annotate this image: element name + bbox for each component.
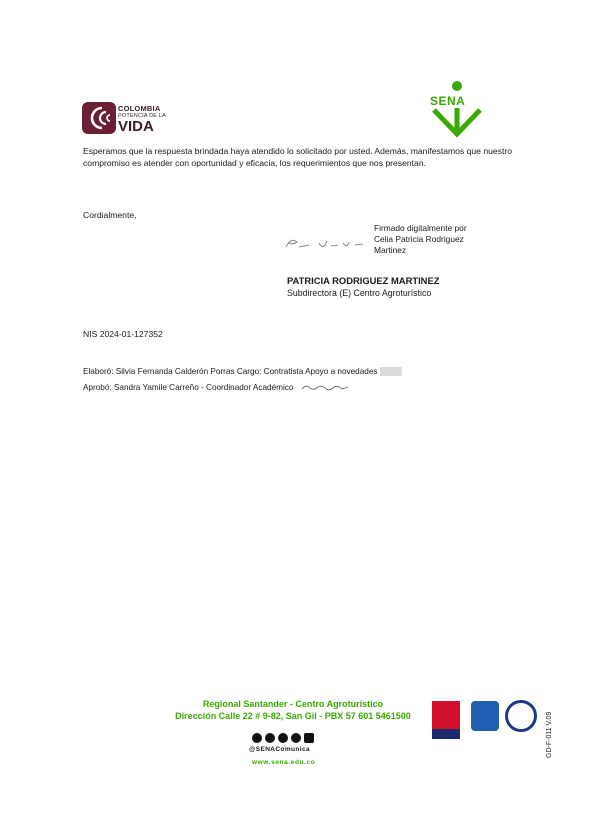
footer-address: Dirección Calle 22 # 9-82, San Gil - PBX 57 601 5461500 xyxy=(175,711,411,721)
website-link[interactable]: www.sena.edu.co xyxy=(252,759,316,766)
iqnet-badge xyxy=(505,700,537,732)
sena-logo-text: SENA xyxy=(430,94,466,108)
linkedin-icon[interactable] xyxy=(304,733,314,743)
logo-text-potencia: POTENCIA DE LA xyxy=(118,113,167,119)
footer-regional: Regional Santander - Centro Agroturístico xyxy=(202,699,384,709)
colombia-potencia-vida-logo xyxy=(82,102,182,136)
signer-role: Subdirectora (E) Centro Agroturístico xyxy=(287,288,432,298)
prepared-by-text: Elaboró: Silvia Fernanda Calderón Porras Cargo: Contratista Apoyo a novedades xyxy=(83,367,378,376)
sena-logo xyxy=(428,80,486,138)
approved-by-signature xyxy=(300,383,350,393)
response-paragraph: Esperamos que la respuesta brindada haya atendido lo solicitado por usted. Además, manifestamos que nuestro compromiso es atender con oportunidad y eficacia, los requerimientos que nos presentan. xyxy=(83,146,512,168)
logo-text-colombia: COLOMBIA xyxy=(118,104,161,113)
closing-salutation: Cordialmente, xyxy=(83,210,137,220)
twitter-icon[interactable] xyxy=(278,733,288,743)
youtube-icon[interactable] xyxy=(291,733,301,743)
document-code: GD-F-011 V.09 xyxy=(546,711,553,758)
handwritten-signature xyxy=(283,233,373,255)
social-handle: @SENAComunica xyxy=(249,746,311,753)
instagram-icon[interactable] xyxy=(252,733,262,743)
icontec-badge xyxy=(471,701,499,731)
digital-signature-note: Firmado digitalmente por Celia Patricia Rodriguez Martinez xyxy=(374,223,467,255)
approved-by-text: Aprobó: Sandra Yamile Carreño - Coordinador Académico xyxy=(83,383,294,393)
approved-by xyxy=(83,383,350,393)
facebook-icon[interactable] xyxy=(265,733,275,743)
sena-logo-icon xyxy=(428,80,486,138)
logo-text-vida: VIDA xyxy=(118,118,154,135)
social-icons xyxy=(252,733,314,743)
prepared-by xyxy=(83,367,402,376)
signer-name: PATRICIA RODRIGUEZ MARTINEZ xyxy=(287,275,440,286)
nis-number: NIS 2024-01-127352 xyxy=(83,329,163,339)
great-place-to-work-badge xyxy=(432,701,460,739)
prepared-by-signature xyxy=(380,367,402,376)
colombia-logo-icon xyxy=(82,102,116,134)
